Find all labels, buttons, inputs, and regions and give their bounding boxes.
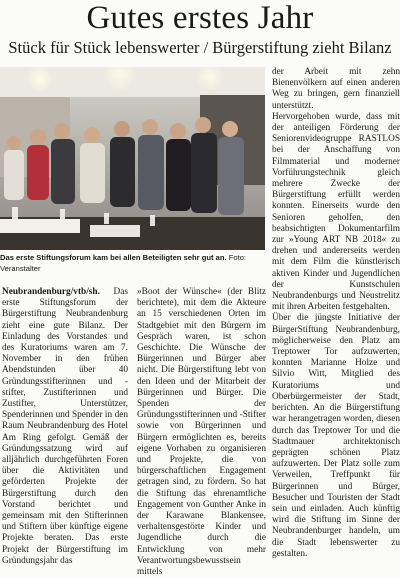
column-2-text: »Boot der Wünsche« (der Blitz berichtete), mit dem die Akteure an 15 verschiedenen Orten im Stadtgebiet mit den Bürgern im Gespräch waren, ist schon Geschichte. Die Wünsche der Bürgerinnen und Bürger aber nicht. Die Bürgerstiftung lebt von den Ideen und der Mitarbeit der Bürgerinnen und Bürger. Die Spenden der Gründungsstifterinnen und -Stifter sowie von Bürgerinnen und Bürgern ermöglichten es, bereits eigene Vorhaben zu organisieren und Projekte, die von bürgerschaftlichen Engagement getragen sind, zu fördern. So hat die Stiftung das ehrenamtliche Engagement von Gunther Anke in der Karawane Blankensee, verhaltensgestörte Kinder und Jugendliche durch die Entwicklung von mehr Verantwortungsbewusstsein mittels xyxy=(137,287,266,578)
article-photo xyxy=(0,67,265,250)
event-photo-illustration xyxy=(0,67,265,250)
subheadline: Stück für Stück lebenswerter / Bürgerstiftung zieht Bilanz xyxy=(8,38,392,57)
dateline: Neubrandenburg/vtb/sh. xyxy=(2,287,100,297)
column-3-para-3: Über die jüngste Initiative der BürgerStiftung Neubrandenburg, möglicherweise den Platz am Treptower Tor aufzuwerten, konnten Marianne Holze und Silvio Witt, Mitglied des Kuratoriums und Oberbürgermeister der Stadt, berichten. An die Bürgerstiftung war herangetragen worden, diesen durch das Treptower Tor und die Stadtmauer architektonisch geprägten schönen Platz aufzuwerten. Der Platz solle zum Verweilen, Treffpunkt für Bürgerinnen und Bürger, Besucher und Touristen der Stadt sein und einladen. Auch künftig wird die Stiftung im Sinne der Neubrandenburger handeln, um die Stadt lebenswerter zu gestalten. xyxy=(272,313,400,559)
article-column-2 xyxy=(137,287,266,578)
photo-caption xyxy=(0,253,266,274)
article-column-3 xyxy=(272,67,400,560)
caption-text: Das erste Stiftungsforum kam bei allen Beteiligten sehr gut an. xyxy=(0,253,227,262)
caption-credit: Foto: Veranstalter xyxy=(0,253,247,273)
column-1-text: Das erste Stiftungsforum der Bürgerstiftung Neubrandenburg zieht eine gute Bilanz. Der Einladung des Vorstandes und des Kuratoriums waren am 7. November in den frühen Abendstunden über 40 Gründungsstifterinnen und -stifter, Zustifterinnen und Zustifter, Unterstützer, Spenderinnen und Spender in den Raum Neubrandenburg des Hotel Am Ring gefolgt. Gemäß der Gründungssatzung wird auf alljährlich durchgeführten Foren über die Aktivitäten und geförderten Projekte der Bürgerstiftung durch den Vorstand berichtet und gemeinsam mit den Stifterinnen und Stiftern über künftige eigene Projekte beraten. Das erste Projekt der Bürgerstiftung im Gründungsjahr das xyxy=(2,287,128,566)
article-column-1 xyxy=(2,287,128,567)
column-3-para-2: Hervorgehoben wurde, dass mit der anteiligen Förderung der Seniorenvideogruppe RASTLOS bei der Anschaffung von Filmmaterial und moderner Vorführungstechnik gleich mehrere Zwecke der Bürgerstiftung erfüllt werden konnten. Einerseits wurde den Senioren geholfen, den beabsichtigten Dokumentarfilm zur »Young ART NB 2018« zu drehen und andererseits werden mit dem Film die künstlerisch aktiven Kinder und Jugendlichen der Kunstschulen Neubrandenburgs und Neustrelitz mit ihren Arbeiten festgehalten. xyxy=(272,111,400,313)
column-3-para-1: der Arbeit mit zehn Bienenvölkern auf einen anderen Weg zu bringen, gern finanziell unterstützt. xyxy=(272,67,400,111)
headline: Gutes erstes Jahr xyxy=(86,0,314,36)
